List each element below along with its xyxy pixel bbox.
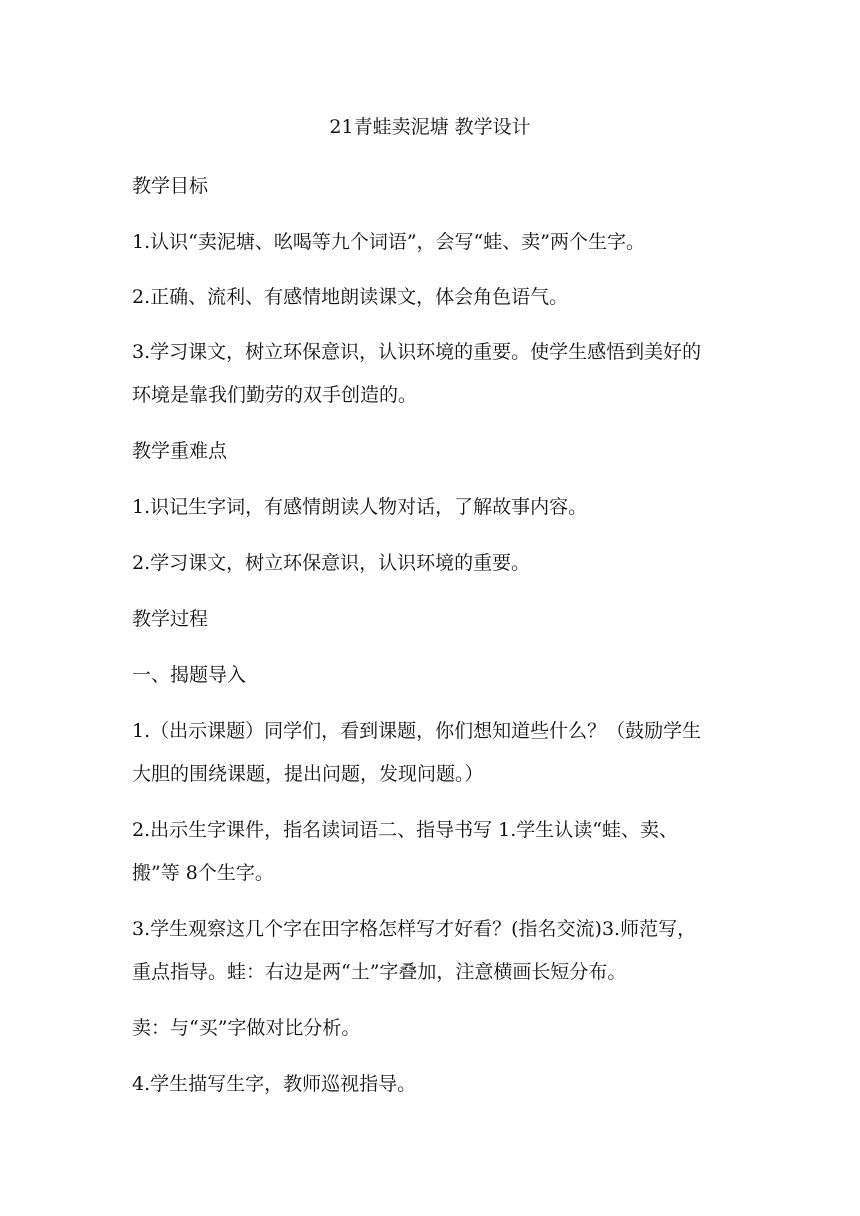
step-4: 4.学生描写生字，教师巡视指导。 bbox=[132, 1073, 417, 1095]
step-1-line-2: 大胆的围绕课题，提出问题，发现问题。） bbox=[132, 763, 484, 785]
heading-teaching-process: 教学过程 bbox=[132, 608, 209, 630]
step-3-line-1: 3.学生观察这几个字在田字格怎样写才好看？(指名交流)3.师范写， bbox=[132, 918, 697, 940]
section-1-heading: 一、揭题导入 bbox=[132, 664, 247, 686]
key-point-2: 2.学习课文，树立环保意识，认识环境的重要。 bbox=[132, 552, 531, 574]
heading-teaching-goals: 教学目标 bbox=[132, 175, 209, 197]
step-2-line-1: 2.出示生字课件，指名读词语二、指导书写 1.学生认读“蛙、卖、 bbox=[132, 819, 679, 841]
goal-1: 1.认识“卖泥塘、吆喝等九个词语”，会写“蛙、卖”两个生字。 bbox=[132, 231, 645, 253]
step-3-line-3: 卖：与“买”字做对比分析。 bbox=[132, 1017, 361, 1039]
goal-3-line-2: 环境是靠我们勤劳的双手创造的。 bbox=[132, 384, 418, 406]
goal-3-line-1: 3.学习课文，树立环保意识，认识环境的重要。使学生感悟到美好的 bbox=[132, 341, 702, 363]
step-3-line-2: 重点指导。蛙：右边是两“土”字叠加，注意横画长短分布。 bbox=[132, 961, 627, 983]
key-point-1: 1.识记生字词，有感情朗读人物对话，了解故事内容。 bbox=[132, 496, 588, 518]
step-1-line-1: 1.（出示课题）同学们，看到课题，你们想知道些什么？（鼓励学生 bbox=[132, 720, 702, 742]
goal-2: 2.正确、流利、有感情地朗读课文，体会角色语气。 bbox=[132, 286, 569, 308]
document-title: 21青蛙卖泥塘 教学设计 bbox=[329, 116, 531, 138]
step-2-line-2: 搬”等 8个生字。 bbox=[132, 862, 274, 884]
heading-key-points: 教学重难点 bbox=[132, 440, 228, 462]
